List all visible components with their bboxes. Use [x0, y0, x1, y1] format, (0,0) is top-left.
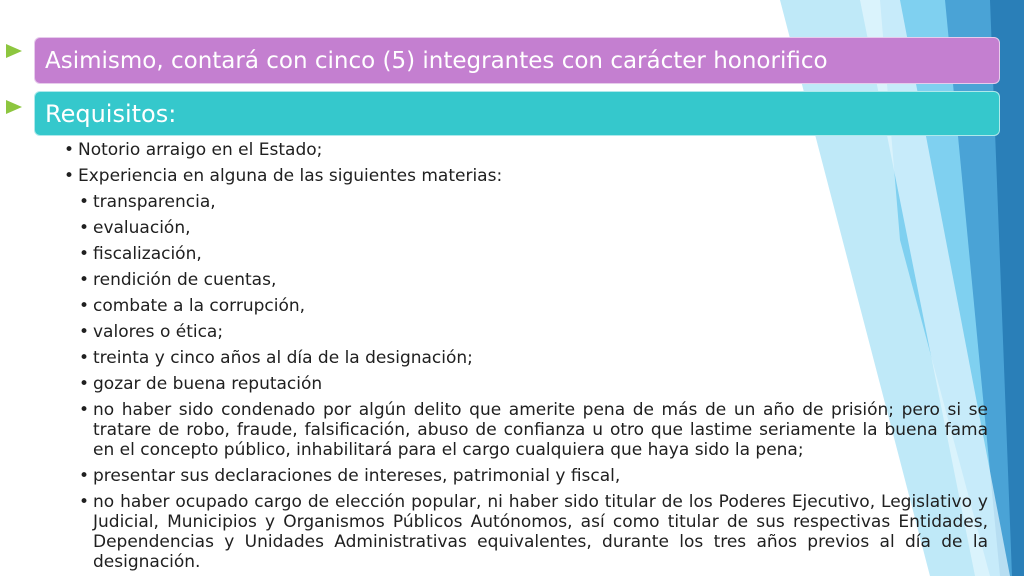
bullet-icon: •: [79, 218, 90, 238]
requirements-list: [60, 140, 988, 578]
bullet-icon: •: [64, 166, 75, 186]
bullet-icon: •: [79, 348, 90, 368]
green-arrow-icon-2: [6, 100, 22, 114]
list-item-text: rendición de cuentas,: [93, 270, 277, 290]
list-item-text: transparencia,: [93, 192, 216, 212]
list-item-text: combate a la corrupción,: [93, 296, 306, 316]
list-item: [60, 218, 988, 238]
requisitos-header-text: Requisitos:: [45, 99, 177, 128]
list-item-text: Experiencia en alguna de las siguientes materias:: [78, 166, 503, 186]
list-item: [60, 192, 988, 212]
list-item-text: Notorio arraigo en el Estado;: [78, 140, 323, 160]
bullet-icon: •: [64, 140, 75, 160]
list-item: [60, 492, 988, 572]
bullet-icon: •: [79, 466, 90, 486]
list-item-text: fiscalización,: [93, 244, 202, 264]
list-item: [60, 400, 988, 460]
bullet-icon: •: [79, 270, 90, 290]
bullet-icon: •: [79, 374, 90, 394]
bullet-icon: •: [79, 492, 90, 512]
list-item: [60, 322, 988, 342]
section-header: [34, 37, 1000, 84]
bullet-icon: •: [79, 322, 90, 342]
bullet-icon: •: [79, 296, 90, 316]
list-item: [60, 140, 988, 160]
bullet-icon: •: [79, 244, 90, 264]
list-item: [60, 296, 988, 316]
list-item-text: no haber ocupado cargo de elección popular, ni haber sido titular de los Poderes Ejecutivo, Legislativo y Judicial, Municipios y Organismos Públicos Autónomos, así como titular de sus respectivas Entidades, Dependencias y Unidades Administrativas equivalentes, durante los tres años previos al día de la designación.: [93, 492, 988, 572]
list-item: [60, 374, 988, 394]
list-item: [60, 348, 988, 368]
list-item: [60, 244, 988, 264]
list-item: [60, 166, 988, 186]
section-header-text: Asimismo, contará con cinco (5) integrantes con carácter honorifico: [45, 47, 828, 74]
list-item-text: valores o ética;: [93, 322, 224, 342]
list-item-text: presentar sus declaraciones de intereses, patrimonial y fiscal,: [93, 466, 621, 486]
list-item-text: gozar de buena reputación: [93, 374, 323, 394]
list-item-text: treinta y cinco años al día de la designación;: [93, 348, 473, 368]
bullet-icon: •: [79, 400, 90, 420]
green-arrow-icon: [6, 44, 22, 58]
list-item: [60, 466, 988, 486]
list-item-text: evaluación,: [93, 218, 191, 238]
bullet-icon: •: [79, 192, 90, 212]
list-item-text: no haber sido condenado por algún delito que amerite pena de más de un año de prisión; pero si se tratare de robo, fraude, falsificación, abuso de confianza u otro que lastime seriamente la buena fama en el concepto público, inhabilitará para el cargo cualquiera que haya sido la pena;: [93, 400, 988, 460]
list-item: [60, 270, 988, 290]
requisitos-header: [34, 91, 1000, 136]
